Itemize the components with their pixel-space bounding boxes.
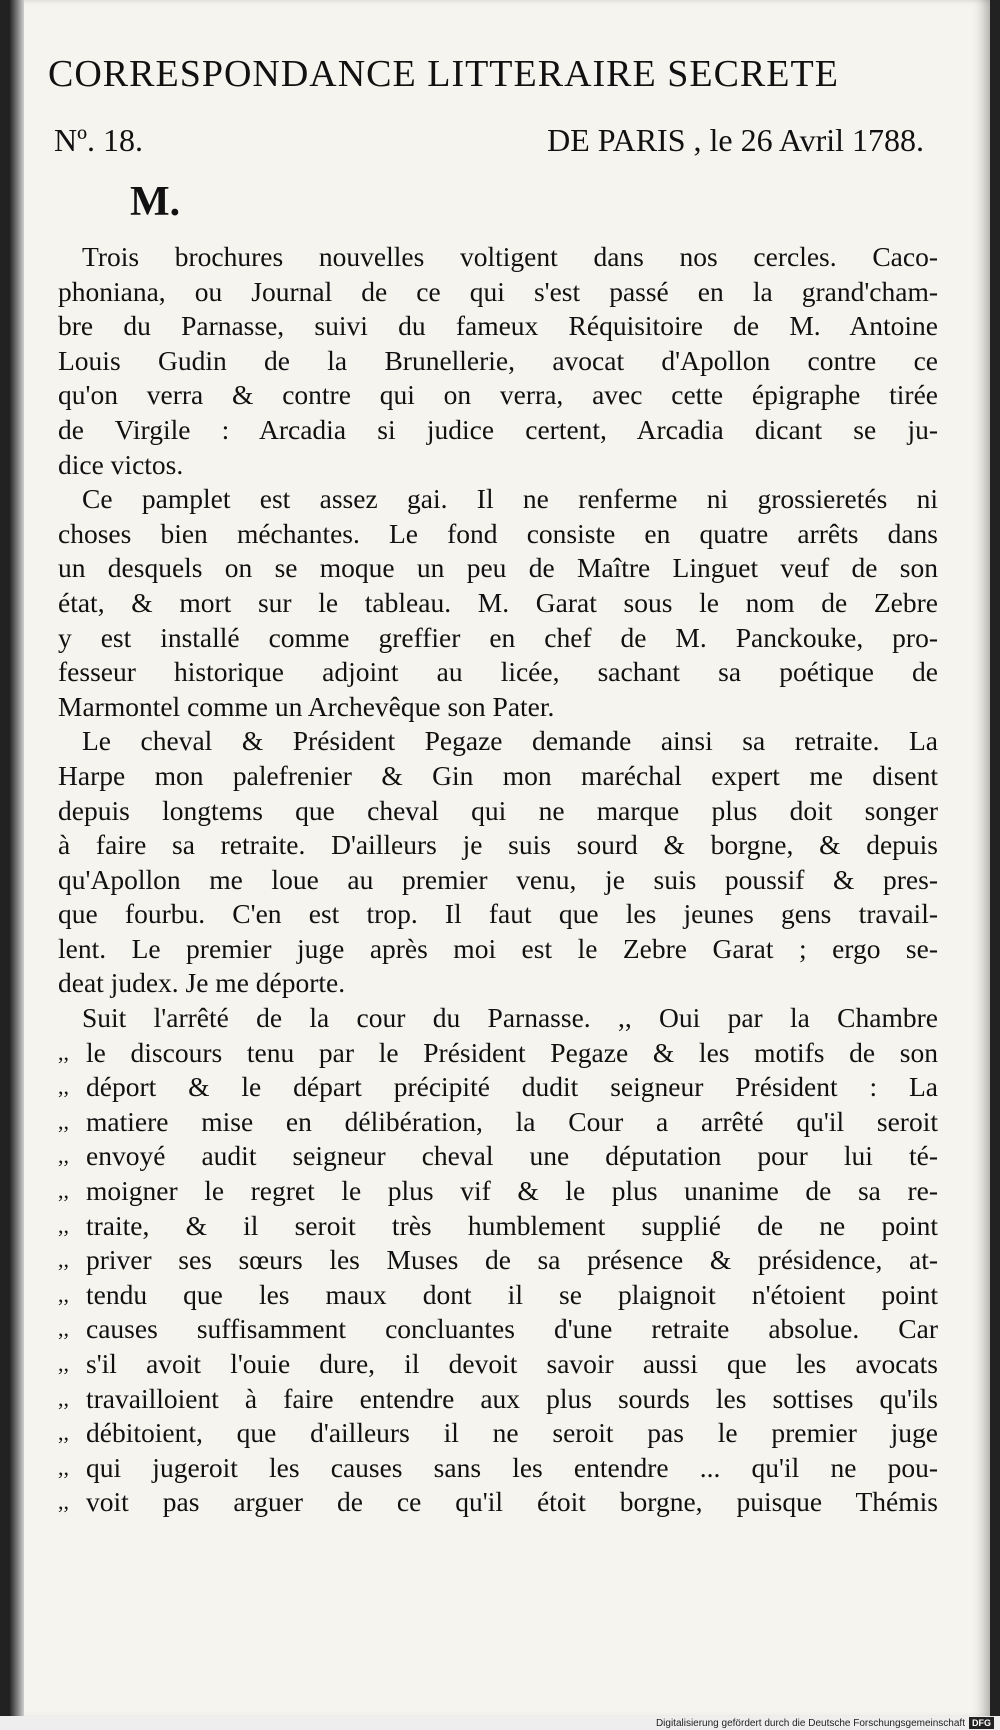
quote-line: [58, 1036, 938, 1071]
text-line: phoniana, ou Journal de ce qui s'est passé en la grand'cham-: [58, 275, 938, 307]
quote-text: le discours tenu par le Président Pegaze & les motifs de son: [86, 1036, 938, 1068]
quote-mark: ,,: [58, 1351, 69, 1376]
quote-text: travailloient à faire entendre aux plus sourds les sottises qu'ils: [86, 1382, 938, 1414]
text-line: Suit l'arrêté de la cour du Parnasse. ,, Oui par la Chambre: [82, 1002, 938, 1034]
text-line: Trois brochures nouvelles voltigent dans nos cercles. Caco-: [82, 241, 938, 272]
quote-line: [58, 1243, 938, 1278]
text-line: dice victos.: [58, 448, 184, 480]
text-line: choses bien méchantes. Le fond consiste en quatre arrêts dans: [58, 517, 938, 549]
quote-text: déport & le départ précipité dudit seigneur Président : La: [86, 1071, 938, 1103]
quote-text: s'il avoit l'ouie dure, il devoit savoir aussi que les avocats: [86, 1348, 938, 1379]
text-line: Marmontel comme un Archevêque son Pater.: [58, 690, 555, 722]
quote-mark: ,,: [58, 1074, 69, 1100]
quote-text: qui jugeroit les causes sans les entendre ... qu'il ne pou-: [86, 1451, 938, 1483]
quote-text: matiere mise en délibération, la Cour a arrêté qu'il seroit: [86, 1105, 938, 1137]
text-line: que fourbu. C'en est trop. Il faut que les jeunes gens travail-: [58, 898, 938, 930]
quote-mark: ,,: [58, 1143, 69, 1169]
text-line: y est installé comme greffier en chef de M. Panckouke, pro-: [58, 621, 938, 653]
quote-text: débitoient, que d'ailleurs il ne seroit pas le premier juge: [86, 1417, 938, 1449]
dateline-sep: , le: [693, 122, 733, 158]
issue-number: Nº. 18.: [54, 122, 144, 158]
quote-text: envoyé audit seigneur cheval une députation pour lui té-: [86, 1140, 938, 1172]
text-line: qu'on verra & contre qui on verra, avec cette épigraphe tirée: [58, 379, 938, 411]
text-line: fesseur historique adjoint au licée, sachant sa poétique de: [58, 656, 938, 688]
quote-text: tendu que les maux dont il se plaignoit n'étoient point: [86, 1278, 938, 1310]
quote-line: [58, 1451, 938, 1486]
text-line: depuis longtems que cheval qui ne marque plus doit songer: [58, 794, 938, 826]
quote-mark: ,,: [58, 1212, 69, 1238]
quote-text: moigner le regret le plus vif & le plus unanime de sa re-: [86, 1175, 938, 1207]
text-line: deat judex. Je me déporte.: [58, 967, 346, 999]
quote-mark: ,,: [58, 1039, 69, 1065]
quote-mark: ,,: [58, 1454, 69, 1480]
text-line: de Virgile : Arcadia si judice certent, Arcadia dicant se ju-: [58, 413, 938, 445]
quote-line: [58, 1278, 938, 1313]
quoted-decree: [58, 1001, 938, 1520]
text-line: un desquels on se moque un peu de Maître Linguet veuf de son: [58, 552, 938, 584]
quote-line: [58, 1347, 938, 1382]
quote-line: [58, 1312, 938, 1347]
paragraph-2: [58, 482, 938, 724]
quote-mark: ,,: [58, 1420, 69, 1446]
quote-mark: ,,: [58, 1489, 69, 1515]
footer-credit-bar: [0, 1716, 1000, 1730]
quote-line: [58, 1174, 938, 1209]
text-line: Harpe mon palefrenier & Gin mon maréchal expert me disent: [58, 759, 938, 791]
issue-line: [54, 122, 924, 159]
dateline: [547, 122, 924, 159]
text-line: lent. Le premier juge après moi est le Zebre Garat ; ergo se-: [58, 932, 938, 964]
publication-title: CORRESPONDANCE LITTERAIRE SECRETE: [48, 53, 839, 95]
quote-mark: ,,: [58, 1316, 69, 1342]
book-spine-shadow: [10, 0, 24, 1718]
quote-text: priver ses sœurs les Muses de sa présence & présidence, at-: [86, 1244, 938, 1276]
footer-credit: Digitalisierung gefördert durch die Deutsche Forschungsgemeinschaft: [655, 1717, 965, 1729]
dfg-logo: DFG: [969, 1717, 994, 1729]
quote-line: [58, 1416, 938, 1451]
quote-mark: ,,: [58, 1247, 69, 1273]
quote-mark: ,,: [58, 1178, 69, 1204]
quote-lines: [58, 1036, 938, 1520]
text-line: bre du Parnasse, suivi du fameux Réquisitoire de M. Antoine: [58, 310, 938, 342]
quote-line: [58, 1209, 938, 1244]
text-line: état, & mort sur le tableau. M. Garat sous le nom de Zebre: [58, 586, 938, 618]
paragraph-3: [58, 724, 938, 1001]
quote-line: [58, 1070, 938, 1105]
quote-text: voit pas arguer de ce qu'il étoit borgne, puisque Thémis: [86, 1486, 938, 1518]
dateline-date: 26 Avril 1788.: [740, 122, 924, 158]
dateline-place: DE PARIS: [547, 122, 686, 158]
text-line: Louis Gudin de la Brunellerie, avocat d'Apollon contre ce: [58, 344, 938, 376]
text-line: Ce pamplet est assez gai. Il ne renferme ni grossieretés ni: [82, 483, 938, 515]
quote-text: traite, & il seroit très humblement supplié de ne point: [86, 1209, 938, 1241]
scanned-page: [10, 0, 990, 1718]
paragraph-1: [58, 240, 938, 482]
quote-mark: ,,: [58, 1108, 69, 1134]
article-body: [58, 240, 938, 1520]
quote-line: [58, 1105, 938, 1140]
quote-mark: ,,: [58, 1281, 69, 1307]
text-line: à faire sa retraite. D'ailleurs je suis sourd & borgne, & depuis: [58, 829, 938, 861]
quote-line: [58, 1139, 938, 1174]
text-line: qu'Apollon me loue au premier venu, je suis poussif & pres-: [58, 863, 938, 895]
text-line: Le cheval & Président Pegaze demande ainsi sa retraite. La: [82, 725, 938, 757]
quote-text: causes suffisamment concluantes d'une retraite absolue. Car: [86, 1313, 938, 1345]
quote-line: [58, 1485, 938, 1520]
salutation: M.: [130, 179, 181, 225]
quote-line: [58, 1382, 938, 1417]
quote-mark: ,,: [58, 1385, 69, 1411]
